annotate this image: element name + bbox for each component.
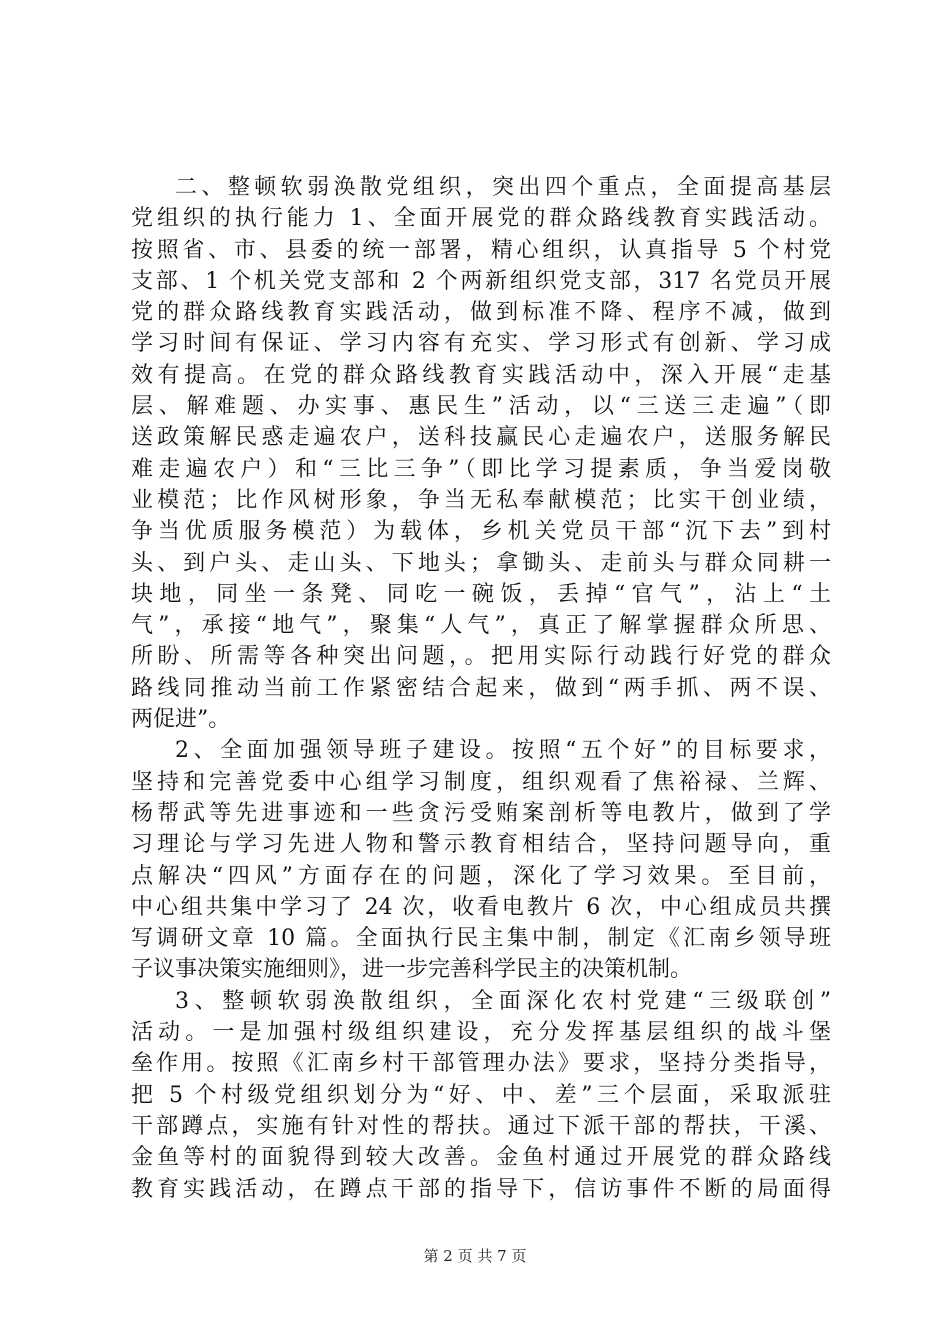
text-line: 两促进”。 [131,707,231,733]
text-line: 路线同推动当前工作紧密结合起来，做到“两手抓、两不误、 [131,675,831,701]
text-line: 党组织的执行能力 1、全面开展党的群众路线教育实践活动。 [131,206,831,232]
text-line: 按照省、市、县委的统一部署，精心组织，认真指导 5 个村党 [131,237,831,263]
text-line: 坚持和完善党委中心组学习制度，组织观看了焦裕禄、兰辉、 [131,769,831,795]
text-line: 2、全面加强领导班子建设。按照“五个好”的目标要求， [175,738,831,764]
text-line: 效有提高。在党的群众路线教育实践活动中，深入开展“走基 [131,362,831,388]
text-line: 争当优质服务模范）为载体，乡机关党员干部“沉下去”到村 [131,519,831,545]
text-line: 习理论与学习先进人物和警示教育相结合，坚持问题导向，重 [131,832,831,858]
paragraph [131,172,831,735]
text-line: 金鱼等村的面貌得到较大改善。金鱼村通过开展党的群众路线 [131,1145,831,1171]
paragraph [131,735,831,985]
text-line: 子议事决策实施细则》，进一步完善科学民主的决策机制。 [131,957,693,983]
text-line: 块地，同坐一条凳、同吃一碗饭，丢掉“官气”，沾上“土 [131,581,831,607]
text-line: 中心组共集中学习了 24 次，收看电教片 6 次，中心组成员共撰 [131,894,831,920]
paragraph [131,986,831,1205]
text-line: 难走遍农户）和“三比三争”（即比学习提素质，争当爱岗敬 [131,456,831,482]
text-line: 二、整顿软弱涣散党组织，突出四个重点，全面提高基层 [175,175,831,200]
text-line: 点解决“四风”方面存在的问题，深化了学习效果。至目前， [131,863,831,889]
text-line: 送政策解民惑走遍农户，送科技赢民心走遍农户，送服务解民 [131,425,831,451]
text-line: 杨帮武等先进事迹和一些贪污受贿案剖析等电教片，做到了学 [131,800,831,826]
text-line: 业模范；比作风树形象，争当无私奉献模范；比实干创业绩， [131,487,831,513]
text-line: 党的群众路线教育实践活动，做到标准不降、程序不减，做到 [131,300,831,326]
text-line: 写调研文章 10 篇。全面执行民主集中制，制定《汇南乡领导班 [131,926,831,952]
document-body [131,172,831,1205]
text-line: 活动。一是加强村级组织建设，充分发挥基层组织的战斗堡 [131,1020,831,1046]
page-footer: 第 2 页 共 7 页 [423,1247,527,1265]
text-line: 干部蹲点，实施有针对性的帮扶。通过下派干部的帮扶，干溪、 [131,1113,831,1139]
text-line: 支部、1 个机关党支部和 2 个两新组织党支部，317 名党员开展 [131,268,831,294]
text-line: 3、整顿软弱涣散组织，全面深化农村党建“三级联创” [175,988,831,1014]
text-line: 把 5 个村级党组织划分为“好、中、差”三个层面，采取派驻 [131,1082,831,1108]
text-line: 所盼、所需等各种突出问题，。把用实际行动践行好党的群众 [131,644,831,670]
text-line: 垒作用。按照《汇南乡村干部管理办法》要求，坚持分类指导， [131,1051,831,1077]
text-line: 头、到户头、走山头、下地头；拿锄头、走前头与群众同耕一 [131,550,831,576]
text-line: 层、解难题、办实事、惠民生”活动，以“三送三走遍”（即 [131,394,831,420]
text-line: 教育实践活动，在蹲点干部的指导下，信访事件不断的局面得 [131,1176,831,1202]
text-line: 学习时间有保证、学习内容有充实、学习形式有创新、学习成 [131,331,831,357]
text-line: 气”，承接“地气”，聚集“人气”，真正了解掌握群众所思、 [131,613,831,639]
